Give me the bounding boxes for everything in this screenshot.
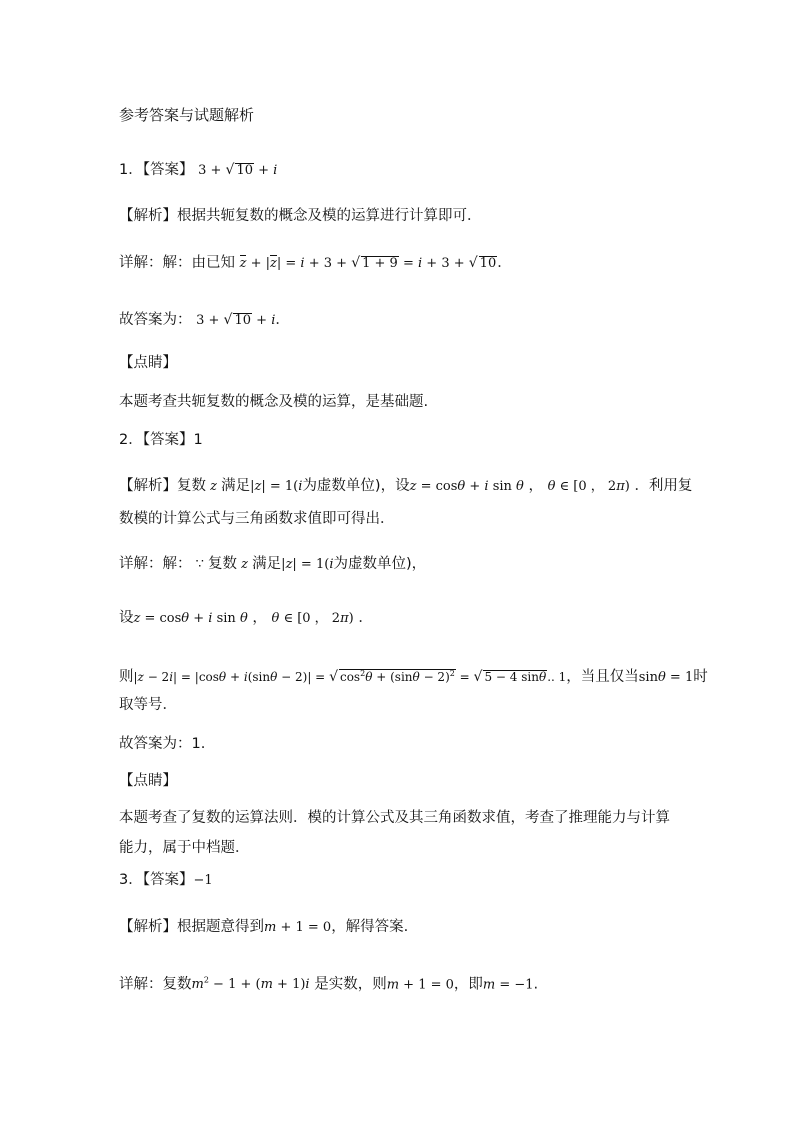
q1-conclusion-line: 故答案为： 3 + √ 10 + i． <box>119 312 290 328</box>
q2-math-z: z <box>206 479 222 494</box>
q2-then-math: |z − 2i| = |cosθ + i(sinθ − 2)| = √ $\cos^2\theta + (\sin\theta - 2)^2$ = √ 5 − 4 sinθ.. 1 <box>133 669 567 685</box>
q1-detail-math: z + |z| = i + 3 + √ 1 + 9 = i + 3 + √ 10 <box>239 255 497 271</box>
q1-dianjing-label: 【点睛】 <box>119 355 177 371</box>
q2-equal-line: 取等号． <box>119 697 177 713</box>
q3-answer-value: −1 <box>193 873 213 888</box>
q3-answer-line <box>119 872 213 889</box>
q1-answer-label: 1．【答案】 <box>119 162 194 178</box>
q3-detail-math-1: $m^2 - 1 + (m + 1)i$ <box>191 976 310 993</box>
q1-analysis-line <box>119 208 482 225</box>
q2-detail-math-modz: |z| = 1(i <box>281 557 334 572</box>
q2-analysis-text-d: ．利用复 <box>634 478 693 494</box>
q2-detail-line <box>119 556 426 573</box>
q3-analysis-label: 【解析】 <box>119 919 177 935</box>
q2-detail-text-b: 满足 <box>252 556 282 572</box>
q3-answer-label: 3．【答案】 <box>119 872 194 888</box>
q1-detail-prefix: 详解：解：由已知 <box>119 255 235 271</box>
q2-answer-label: 2．【答案】 <box>119 432 194 448</box>
q2-detail-prefix: 详解：解： <box>119 556 192 572</box>
q2-analysis-line2: 数模的计算公式与三角函数求值即可得出． <box>119 511 395 527</box>
q2-detail-text-c: 为虚数单位)， <box>333 556 427 572</box>
q2-set-theta-range: θ ∈ [0 ， 2π) <box>271 611 354 626</box>
q2-set-math: z = cosθ + i sin θ <box>133 611 248 626</box>
q3-analysis-math: m + 1 = 0 <box>264 920 332 935</box>
q1-answer-math: 3 + √ 10 + i <box>198 162 278 178</box>
q3-detail-prefix: 详解：复数 <box>119 976 192 993</box>
q1-dianjing-text: 本题考查共轭复数的概念及模的运算，是基础题. <box>119 394 429 410</box>
q2-then-line <box>119 669 708 686</box>
q3-analysis-text-a: 根据题意得到 <box>177 919 264 935</box>
q2-set-line: 设z = cosθ + i sin θ ， θ ∈ [0 ， 2π) ． <box>119 610 373 626</box>
q2-detail-math-z: z <box>237 557 253 572</box>
because-symbol: ∵ <box>191 557 209 572</box>
q2-math-theta-range: θ ∈ [0 ， 2π) <box>547 479 630 494</box>
q2-analysis-label: 【解析】 <box>119 478 177 494</box>
q2-analysis-text-b: 满足 <box>221 478 251 494</box>
q3-detail-text-a: 是实数，则 <box>314 976 387 993</box>
q3-detail-text-b: ，即 <box>453 976 483 993</box>
q2-analysis-text-a: 复数 <box>177 478 206 494</box>
q3-detail-line: 详解：复数$m^2 - 1 + (m + 1)i$ 是实数，则m + 1 = 0，即m = −1. <box>119 976 539 993</box>
q2-then-suffix: ，当且仅当 <box>566 669 639 685</box>
q1-analysis-label: 【解析】 <box>119 208 177 224</box>
q3-detail-math-3: m = −1 <box>482 977 534 993</box>
q1-conclusion-math: 3 + √ 10 + i <box>196 312 276 328</box>
q2-conclusion: 故答案为：1. <box>119 736 206 752</box>
q3-analysis-text-b: ，解得答案. <box>331 919 409 935</box>
q1-analysis-text: 根据共轭复数的概念及模的运算进行计算即可． <box>177 208 482 224</box>
q1-answer-line <box>119 162 277 179</box>
q3-analysis-line <box>119 919 408 936</box>
q2-answer-value: 1 <box>193 432 203 448</box>
q2-set-prefix: 设 <box>119 610 134 626</box>
q1-detail-line: 详解：解：由已知 z + |z| = i + 3 + √ 1 + 9 = i + 3 + √ 10． <box>119 255 512 271</box>
page-title: 参考答案与试题解析 <box>119 106 255 124</box>
q2-answer-line <box>119 432 203 449</box>
q2-detail-text-a: 复数 <box>208 556 238 572</box>
q2-analysis-text-c: 为虚数单位)，设 <box>302 478 410 494</box>
q2-math-modz: |z| = 1(i <box>250 479 303 494</box>
q2-analysis-line1: 【解析】复数 z 满足|z| = 1(i为虚数单位)，设z = cosθ + i sin θ ， θ ∈ [0 ， 2π) ．利用复 <box>119 478 693 494</box>
q2-math-setz: z = cosθ + i sin θ <box>409 479 524 494</box>
q2-then-prefix: 则 <box>119 669 134 685</box>
q2-dianjing-text: 本题考查了复数的运算法则．模的计算公式及其三角函数求值，考查了推理能力与计算能力，属于中档题． <box>119 810 670 856</box>
q2-then-end: 时 <box>693 669 708 685</box>
q1-conclusion-prefix: 故答案为： <box>119 312 192 328</box>
q2-then-cond: sinθ = 1 <box>638 670 694 685</box>
q2-dianjing-label: 【点睛】 <box>119 773 177 789</box>
q3-detail-math-2: m + 1 = 0 <box>386 977 454 993</box>
